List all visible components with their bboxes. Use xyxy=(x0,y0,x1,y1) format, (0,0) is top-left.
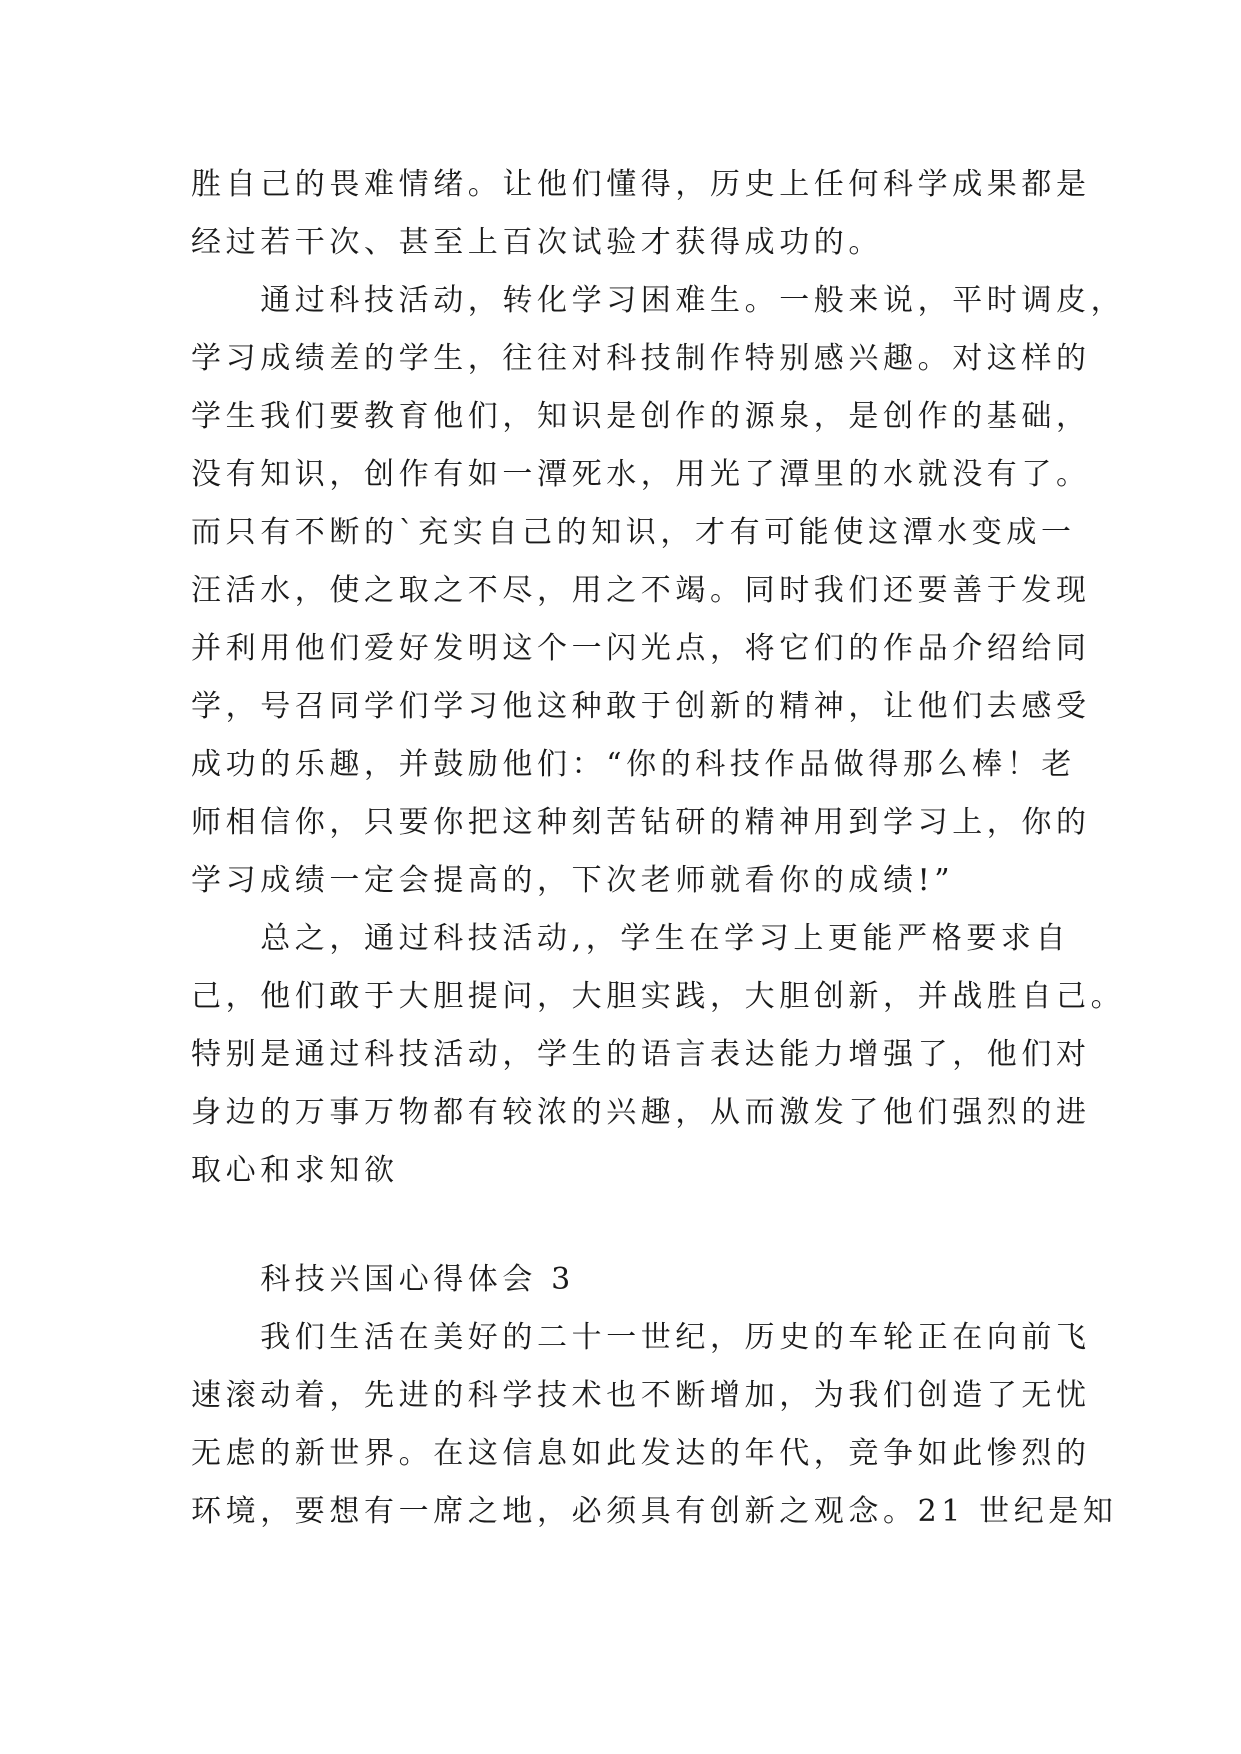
text-line: 学习成绩差的学生，往往对科技制作特别感兴趣。对这样的 xyxy=(191,341,1091,376)
text-line: 身边的万事万物都有较浓的兴趣，从而激发了他们强烈的进 xyxy=(191,1095,1091,1130)
text-line: 通过科技活动，转化学习困难生。一般来说，平时调皮， xyxy=(191,283,1126,318)
text-line: 汪活水，使之取之不尽，用之不竭。同时我们还要善于发现 xyxy=(191,573,1091,608)
text-line: 己，他们敢于大胆提问，大胆实践，大胆创新，并战胜自己。 xyxy=(191,979,1126,1014)
essay-body-part-2 xyxy=(191,1251,1118,1541)
text-line: 环境，要想有一席之地，必须具有创新之观念。21 世纪是知 xyxy=(191,1494,1118,1529)
text-line: 学，号召同学们学习他这种敢于创新的精神，让他们去感受 xyxy=(191,689,1091,724)
text-line: 学生我们要教育他们，知识是创作的源泉，是创作的基础， xyxy=(191,399,1091,434)
text-line: 没有知识，创作有如一潭死水，用光了潭里的水就没有了。 xyxy=(191,457,1091,492)
text-line: 并利用他们爱好发明这个一闪光点，将它们的作品介绍给同 xyxy=(191,631,1091,666)
text-line: 学习成绩一定会提高的，下次老师就看你的成绩!” xyxy=(191,863,955,898)
text-line: 特别是通过科技活动，学生的语言表达能力增强了，他们对 xyxy=(191,1037,1091,1072)
text-line: 我们生活在美好的二十一世纪，历史的车轮正在向前飞 xyxy=(191,1320,1091,1355)
text-line: 成功的乐趣，并鼓励他们：“你的科技作品做得那么棒！老 xyxy=(191,747,1076,782)
text-line: 速滚动着，先进的科学技术也不断增加，为我们创造了无忧 xyxy=(191,1378,1091,1413)
text-line: 取心和求知欲 xyxy=(191,1153,399,1188)
text-line: 无虑的新世界。在这信息如此发达的年代，竞争如此惨烈的 xyxy=(191,1436,1091,1471)
text-line: 经过若干次、甚至上百次试验才获得成功的。 xyxy=(191,225,883,260)
essay-body-part-1 xyxy=(191,156,1126,1200)
text-line: 师相信你，只要你把这种刻苦钻研的精神用到学习上，你的 xyxy=(191,805,1091,840)
text-line: 胜自己的畏难情绪。让他们懂得，历史上任何科学成果都是 xyxy=(191,167,1091,202)
section-heading: 科技兴国心得体会 3 xyxy=(191,1262,575,1297)
text-line: 总之，通过科技活动,，学生在学习上更能严格要求自 xyxy=(191,921,1071,956)
text-line: 而只有不断的`充实自己的知识，才有可能使这潭水变成一 xyxy=(191,515,1076,550)
